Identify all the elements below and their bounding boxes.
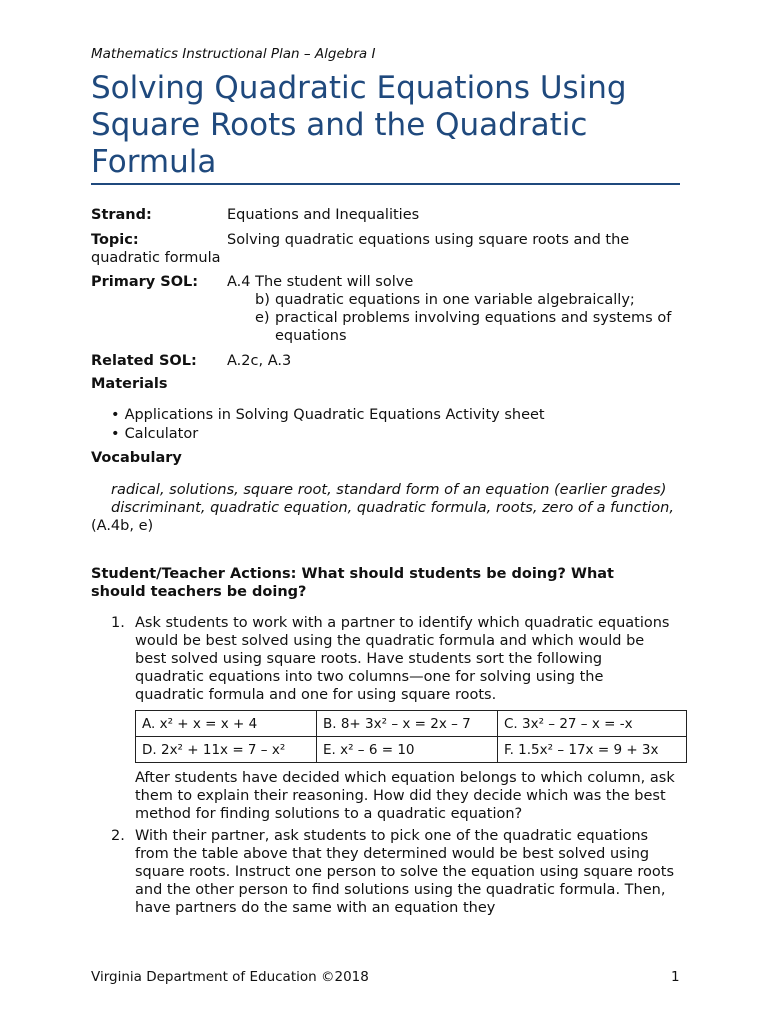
actions-item-2 [91, 827, 681, 917]
page-title: Solving Quadratic Equations Using Square Roots and the Quadratic Formula [91, 70, 627, 180]
table-cell: B. 8+ 3x² – x = 2x – 7 [317, 711, 498, 737]
after-table-text: After students have decided which equation belongs to which column, ask them to explain their reasoning. How did they decide which was the best method for finding solutions to a quadratic equation? [135, 770, 675, 822]
table-cell: F. 1.5x² – 17x = 9 + 3x [498, 737, 687, 763]
actions-heading: Student/Teacher Actions: What should students be doing? What should teachers be doing? [91, 566, 614, 600]
item-text: With their partner, ask students to pick one of the quadratic equations from the table above that they determined would be best solved using square roots. Instruct one person to solve the equation using square roots and the other person to find solutions using the quadratic formula. Then, have partners do the same with an equation they [135, 828, 675, 916]
list-item [227, 309, 677, 345]
topic-row [91, 231, 681, 249]
related-sol-row [91, 352, 681, 370]
related-sol-value: A.2c, A.3 [227, 353, 292, 369]
table-cell: C. 3x² – 27 – x = -x [498, 711, 687, 737]
actions-item-1 [91, 614, 681, 704]
vocabulary-heading: Vocabulary [91, 450, 182, 466]
topic-value-line2: quadratic formula [91, 250, 221, 266]
list-item [227, 291, 677, 309]
item-text: Ask students to work with a partner to identify which quadratic equations would be best solved using the quadratic formula and which would be best solved using square roots. Have students sort the following quadratic equations into two columns—one for solving using the quadratic formula and one for using square roots. [135, 615, 670, 703]
list-marker: b) [255, 292, 270, 308]
materials-list [111, 406, 545, 444]
materials-heading: Materials [91, 376, 168, 392]
list-marker: e) [255, 310, 270, 326]
item-number: 2. [111, 828, 125, 844]
vocabulary-line-1: radical, solutions, square root, standard form of an equation (earlier grades) [111, 482, 667, 498]
list-item: • Applications in Solving Quadratic Equations Activity sheet [111, 406, 545, 425]
footer-source: Virginia Department of Education ©2018 [91, 969, 369, 985]
list-text: quadratic equations in one variable algebraically; [275, 292, 635, 308]
table-cell: E. x² – 6 = 10 [317, 737, 498, 763]
strand-value: Equations and Inequalities [227, 207, 420, 223]
list-item [91, 614, 675, 704]
table-cell: A. x² + x = x + 4 [136, 711, 317, 737]
title-divider [91, 183, 680, 185]
table-row [136, 711, 687, 737]
vocabulary-text [91, 481, 681, 535]
table-row [136, 737, 687, 763]
primary-sol-row [91, 273, 681, 291]
related-sol-label: Related SOL: [91, 353, 197, 369]
vocabulary-terms: discriminant, quadratic equation, quadratic formula, roots, zero of a function, [111, 500, 674, 516]
running-header: Mathematics Instructional Plan – Algebra I [91, 46, 376, 62]
equations-table [135, 710, 687, 763]
vocabulary-ref: (A.4b, e) [91, 518, 154, 534]
topic-label: Topic: [91, 232, 139, 248]
strand-row [91, 206, 681, 224]
list-item: • Calculator [111, 425, 545, 444]
table-cell: D. 2x² + 11x = 7 – x² [136, 737, 317, 763]
page-number: 1 [671, 969, 680, 985]
primary-sol-label: Primary SOL: [91, 274, 199, 290]
strand-label: Strand: [91, 207, 152, 223]
list-item [91, 827, 675, 917]
vocabulary-line-2 [91, 499, 681, 535]
topic-value-line1: Solving quadratic equations using square roots and the [227, 232, 630, 248]
item-number: 1. [111, 615, 125, 631]
primary-sol-value: A.4 The student will solve [227, 274, 414, 290]
primary-sol-list [227, 291, 677, 345]
after-table-text-block [91, 769, 681, 823]
list-text: practical problems involving equations and systems of equations [275, 310, 672, 344]
